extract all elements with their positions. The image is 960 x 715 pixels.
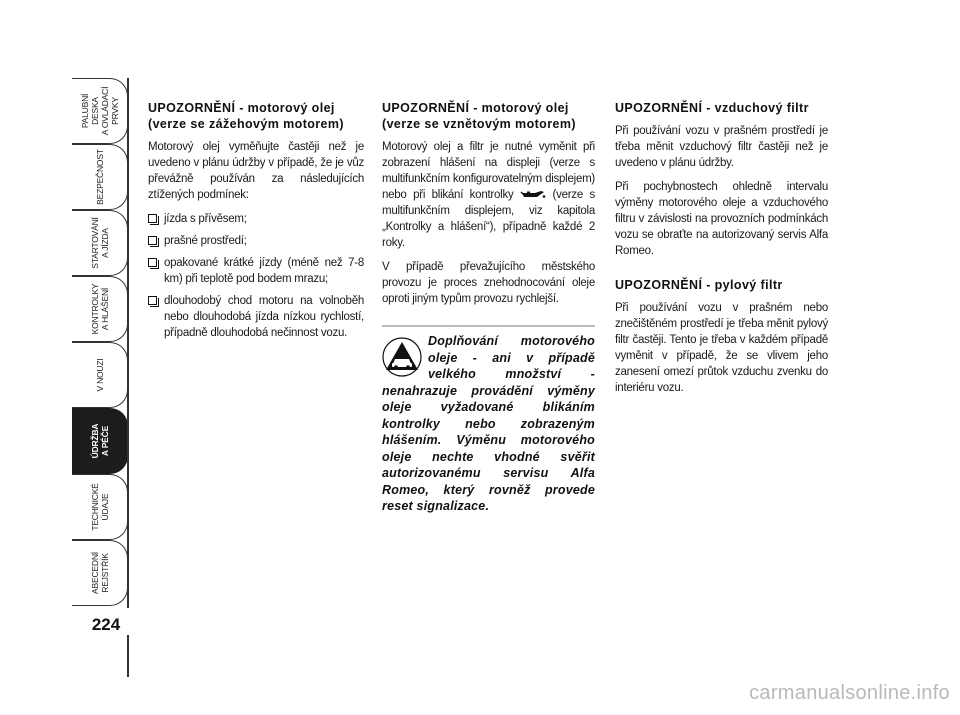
- urban-traffic-paragraph: V případě převažujícího městského provozu je proces znehodnocování oleje oproti jiným typům provozu rychlejší.: [382, 261, 595, 305]
- tab-bezpecnost[interactable]: [72, 144, 128, 210]
- warning-text: Doplňování motorového oleje - ani v případě velkého množství - nenahrazuje provádění výměny oleje vyžadované blikáním kontrolky nebo zobrazeným hlášením. Výměnu motorového oleje nechte vhodné svěřit autorizovanému servisu Alfa Romeo, který rovněž provede reset signalizace.: [382, 334, 595, 513]
- tab-label: STARTOVÁNÍ A JÍZDA: [89, 217, 110, 269]
- tab-label: BEZPEČNOST: [94, 149, 105, 205]
- list-item: opakované krátké jízdy (méně než 7-8 km) při teplotě pod bodem mrazu;: [148, 255, 364, 287]
- checkbox-bullet-icon: [148, 258, 157, 267]
- conditions-list: [148, 211, 364, 341]
- warning-triangle-car-icon: [382, 337, 422, 377]
- column-filters: [615, 100, 828, 404]
- tab-kontrolky[interactable]: [72, 276, 128, 342]
- tab-palubni-deska[interactable]: [72, 78, 128, 144]
- list-item: jízda s přívěsem;: [148, 211, 364, 227]
- air-filter-paragraph-2: Při pochybnostech ohledně intervalu výměny motorového oleje a vzduchového filtru v závislosti na provozních podmínkách vozu se obraťte na autorizovaný servis Alfa Romeo.: [615, 181, 828, 257]
- warning-rule: [382, 325, 595, 327]
- warning-note: [382, 325, 595, 515]
- air-filter-paragraph-1: Při používání vozu v prašném prostředí je třeba měnit vzduchový filtr častěji než je uvedeno v plánu údržby.: [615, 125, 828, 169]
- oil-can-icon: [520, 189, 546, 201]
- column-petrol-oil: [148, 100, 364, 347]
- tab-label: PALUBNÍ DESKA A OVLÁDACÍ PRVKY: [79, 86, 120, 136]
- chapter-tabs: [72, 78, 130, 610]
- heading-air-filter: UPOZORNĚNÍ - vzduchový filtr: [615, 101, 809, 115]
- tab-startovani[interactable]: [72, 210, 128, 276]
- checkbox-bullet-icon: [148, 296, 157, 305]
- list-item: prašné prostředí;: [148, 233, 364, 249]
- tab-label: ABECEDNÍ REJSTŘÍK: [89, 552, 110, 594]
- tab-technicke-udaje[interactable]: [72, 474, 128, 540]
- page-number-line: [127, 635, 129, 677]
- heading-diesel-oil: UPOZORNĚNÍ - motorový olej (verze se vznětovým motorem): [382, 101, 576, 131]
- checkbox-bullet-icon: [148, 236, 157, 245]
- tab-label: V NOUZI: [94, 358, 105, 392]
- list-item: dlouhodobý chod motoru na volnoběh nebo dlouhodobá jízda nízkou rychlostí, případně dlouhodobá nečinnost vozu.: [148, 293, 364, 341]
- petrol-oil-intro: Motorový olej vyměňujte častěji než je uvedeno v plánu údržby v případě, že je vůz převážně používán za následujících ztížených podmínek:: [148, 141, 364, 201]
- tab-label: TECHNICKÉ ÚDAJE: [89, 483, 110, 531]
- tab-label: KONTROLKY A HLÁŠENÍ: [89, 283, 110, 335]
- page-number: 224: [91, 615, 121, 634]
- watermark: carmanualsonline.info: [749, 682, 950, 704]
- tab-divider-line: [127, 78, 129, 608]
- heading-petrol-oil: UPOZORNĚNÍ - motorový olej (verze se zážehovým motorem): [148, 101, 344, 131]
- heading-pollen-filter: UPOZORNĚNÍ - pylový filtr: [615, 278, 783, 292]
- tab-label: ÚDRŽBA A PÉČE: [89, 423, 110, 459]
- diesel-oil-paragraph: Motorový olej a filtr je nutné vyměnit při zobrazení hlášení na displeji (verze s multifunkčním konfigurovatelným displejem) nebo při blikání kontrolky (verze s multifunkčním displejem, viz kapitola „Kontrolky a hlášení“), případně každé 2 roky.: [382, 141, 595, 249]
- tab-abecedni-rejstrik[interactable]: [72, 540, 128, 606]
- pollen-filter-paragraph: Při používání vozu v prašném nebo znečištěném prostředí je třeba měnit pylový filtr častěji. Tento je třeba v každém případě vyměnit v případě, že se vlivem jeho zanesení omezí průtok vzduchu zvenku do interiéru vozu.: [615, 302, 828, 394]
- tab-v-nouzi[interactable]: [72, 342, 128, 408]
- column-diesel-oil: [382, 100, 595, 315]
- tab-udrzba-active[interactable]: [72, 408, 128, 474]
- checkbox-bullet-icon: [148, 214, 157, 223]
